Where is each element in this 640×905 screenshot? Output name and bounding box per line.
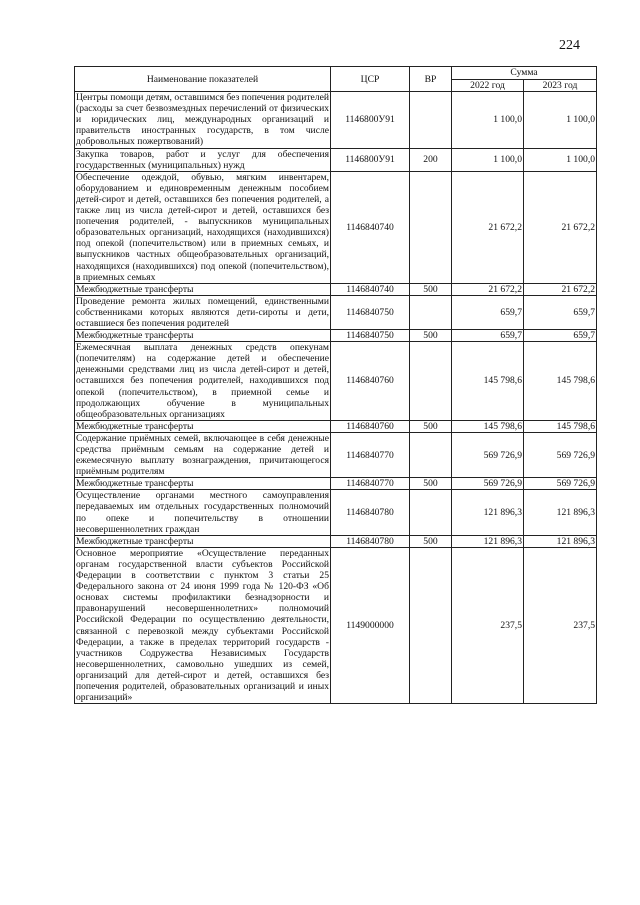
row-name: Содержание приёмных семей, включающее в себя денежные средства приёмным семьям на содержание детей и ежемесячную выплату вознаграждения, причитающегося приёмным родителям (76, 432, 329, 478)
row-2023: 21 672,2 (524, 283, 597, 295)
table-row (75, 547, 597, 703)
page-number: 224 (559, 38, 580, 53)
row-vr: 500 (410, 420, 452, 432)
row-2023: 659,7 (524, 330, 597, 342)
row-vr: 500 (410, 330, 452, 342)
row-csr: 1146840780 (331, 535, 410, 547)
row-name: Центры помощи детям, оставшимся без попечения родителей (расходы за счет безвозмездных перечислений от физических и юридических лиц, международных организаций и правительств иностранных государств, в том числе добровольных пожертвований) (76, 92, 329, 148)
row-2023: 569 726,9 (524, 432, 597, 477)
row-2023: 569 726,9 (524, 478, 597, 490)
table-row (75, 420, 597, 432)
row-2022: 569 726,9 (452, 432, 524, 477)
row-2022: 121 896,3 (452, 535, 524, 547)
row-2022: 145 798,6 (452, 342, 524, 421)
table-row (75, 342, 597, 421)
row-2023: 145 798,6 (524, 342, 597, 421)
row-name: Осуществление органами местного самоуправления передаваемых им отдельных государственных полномочий по опеке и попечительству в отношении несовершеннолетних граждан (76, 490, 329, 535)
header-row (75, 67, 597, 80)
row-2022: 1 100,0 (452, 148, 524, 171)
row-2022: 121 896,3 (452, 490, 524, 535)
row-vr: 500 (410, 283, 452, 295)
header-year-2022: 2022 год (452, 80, 524, 92)
row-csr: 1146840750 (331, 330, 410, 342)
row-name: Межбюджетные трансферты (75, 535, 331, 547)
table-row (75, 295, 597, 329)
row-vr (410, 547, 452, 703)
header-name: Наименование показателей (75, 67, 331, 92)
row-vr (410, 171, 452, 283)
row-vr (410, 432, 452, 477)
row-2022: 1 100,0 (452, 92, 524, 148)
header-csr: ЦСР (331, 67, 410, 92)
table-row (75, 283, 597, 295)
row-2023: 1 100,0 (524, 92, 597, 148)
row-csr: 1146840740 (331, 171, 410, 283)
row-2022: 659,7 (452, 330, 524, 342)
row-vr (410, 342, 452, 421)
row-csr: 1149000000 (331, 547, 410, 703)
row-vr (410, 295, 452, 329)
row-name: Проведение ремонта жилых помещений, единственными собственниками которых являются дети-сироты и дети, оставшиеся без попечения родителей (76, 295, 329, 329)
row-name: Ежемесячная выплата денежных средств опекунам (попечителям) на содержание детей и обеспечение денежными средствами лиц из числа детей-сирот и детей, оставшихся без попечения родителей, находившихся под опекой (попечительством), в приемной семье и продолжающих обучение в муниципальных общеобразовательных организациях (76, 342, 329, 420)
header-sum: Сумма (452, 67, 597, 80)
row-name: Межбюджетные трансферты (75, 420, 331, 432)
table-row (75, 432, 597, 477)
table-row (75, 535, 597, 547)
row-csr: 1146840760 (331, 420, 410, 432)
row-csr: 1146800У91 (331, 148, 410, 171)
row-vr: 500 (410, 535, 452, 547)
row-csr: 1146840770 (331, 478, 410, 490)
row-csr: 1146840750 (331, 295, 410, 329)
row-2023: 145 798,6 (524, 420, 597, 432)
row-2022: 145 798,6 (452, 420, 524, 432)
table-row (75, 148, 597, 171)
row-2023: 1 100,0 (524, 148, 597, 171)
row-csr: 1146840740 (331, 283, 410, 295)
table-row (75, 490, 597, 535)
header-year-2023: 2023 год (524, 80, 597, 92)
row-2022: 21 672,2 (452, 171, 524, 283)
row-name: Основное мероприятие «Осуществление переданных органам государственной власти субъектов Российской Федерации в соответствии с пунктом 3 статьи 25 Федерального закона от 24 июня 1999 года № 120-ФЗ «Об основах системы профилактики безнадзорности и правонарушений несовершеннолетних» полномочий Российской Федерации по осуществлению деятельности, связанной с перевозкой между субъектами Российской Федерации, а также в пределах территорий государств - участников Содружества Независимых Государств несовершеннолетних, самовольно ушедших из семей, организаций для детей-сирот и детей, оставшихся без попечения родителей, образовательных организаций и иных организаций» (76, 547, 329, 704)
row-2023: 121 896,3 (524, 490, 597, 535)
row-name: Обеспечение одеждой, обувью, мягким инвентарем, оборудованием и единовременным денежным пособием детей-сирот и детей, оставшихся без попечения родителей, а также лиц из числа детей-сирот и детей, оставшихся без попечения родителей, - выпускников муниципальных образовательных организаций, находящихся (находившихся) под опекой (попечительством) или в приемных семьях, и выпускников частных общеобразовательных организаций, находящихся (находившихся) под опекой (попечительством), в приемных семьях (76, 171, 329, 283)
row-csr: 1146840770 (331, 432, 410, 477)
row-2023: 237,5 (524, 547, 597, 703)
header-vr: ВР (410, 67, 452, 92)
row-vr (410, 490, 452, 535)
row-2022: 237,5 (452, 547, 524, 703)
row-2022: 659,7 (452, 295, 524, 329)
row-2023: 21 672,2 (524, 171, 597, 283)
row-csr: 1146840760 (331, 342, 410, 421)
table-row (75, 171, 597, 283)
row-2023: 659,7 (524, 295, 597, 329)
row-name: Межбюджетные трансферты (75, 283, 331, 295)
row-name: Межбюджетные трансферты (75, 330, 331, 342)
table-row (75, 478, 597, 490)
budget-table (74, 66, 597, 704)
row-2022: 569 726,9 (452, 478, 524, 490)
row-2023: 121 896,3 (524, 535, 597, 547)
row-vr: 500 (410, 478, 452, 490)
row-vr (410, 92, 452, 148)
table-row (75, 92, 597, 148)
row-name: Закупка товаров, работ и услуг для обеспечения государственных (муниципальных) нужд (76, 148, 329, 171)
row-2022: 21 672,2 (452, 283, 524, 295)
row-csr: 1146840780 (331, 490, 410, 535)
table-row (75, 330, 597, 342)
row-name: Межбюджетные трансферты (75, 478, 331, 490)
row-csr: 1146800У91 (331, 92, 410, 148)
row-vr: 200 (410, 148, 452, 171)
